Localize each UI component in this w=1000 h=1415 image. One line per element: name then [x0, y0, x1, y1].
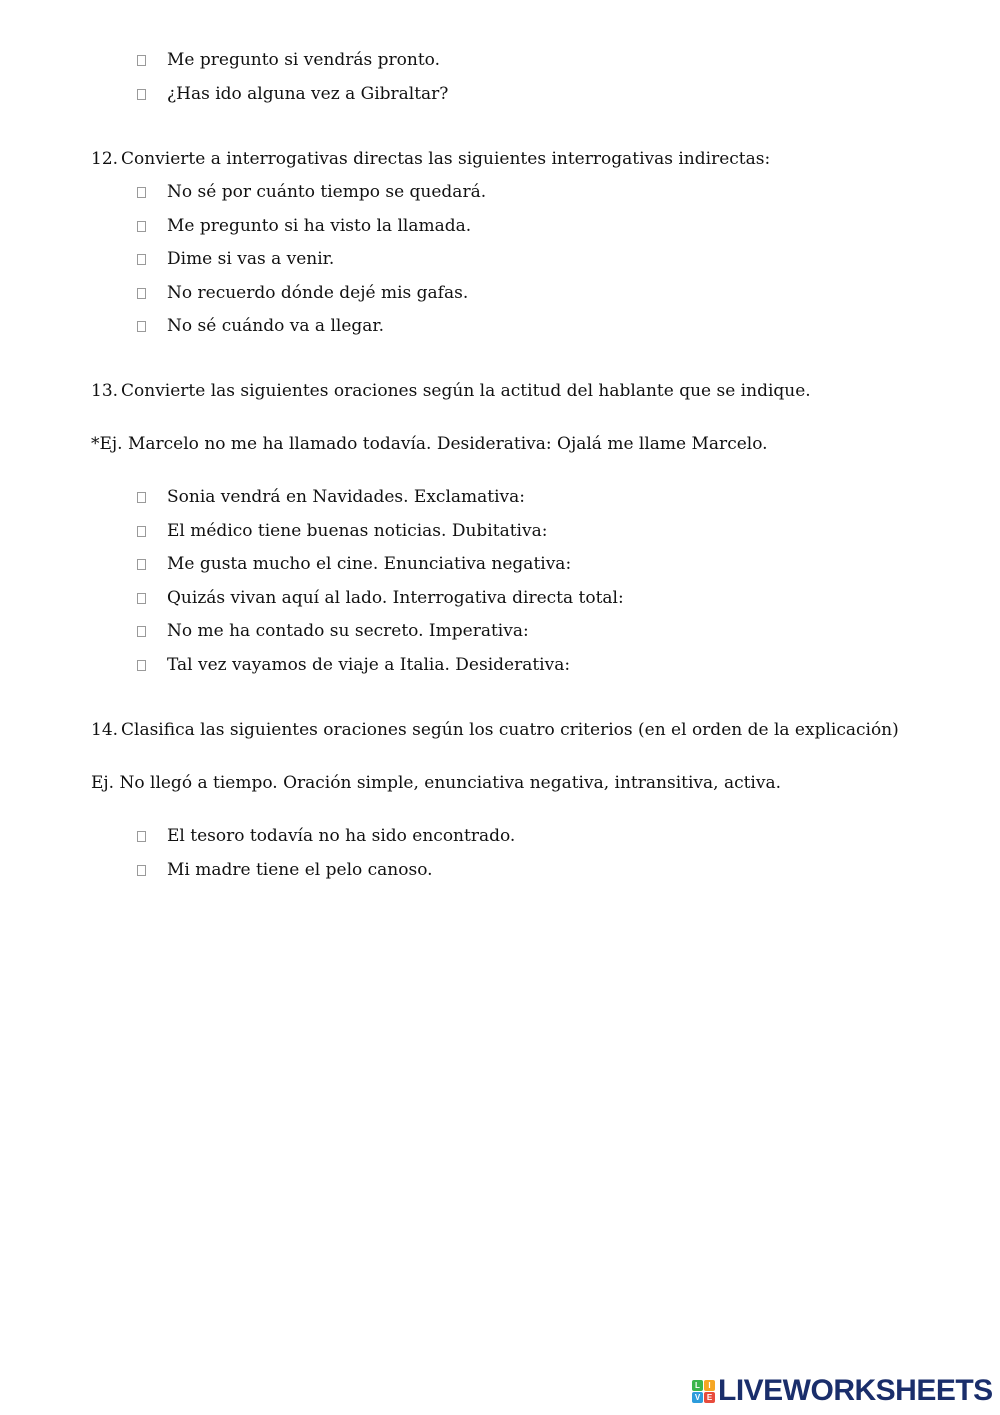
checkbox-icon — [137, 187, 146, 198]
item-text: Dime si vas a venir. — [167, 249, 335, 269]
checkbox-icon — [137, 526, 146, 537]
list-item — [137, 520, 547, 542]
question-number: 14. — [91, 720, 119, 740]
item-text: No me ha contado su secreto. Imperativa: — [167, 621, 529, 641]
list-item — [137, 587, 624, 609]
item-text: Mi madre tiene el pelo canoso. — [167, 860, 433, 880]
list-item — [137, 248, 334, 270]
list-item — [137, 825, 515, 847]
question-text: Clasifica las siguientes oraciones según los cuatro criterios (en el orden de la explicación) — [121, 720, 899, 740]
list-item — [137, 486, 525, 508]
checkbox-icon — [137, 626, 146, 637]
question-12-heading — [91, 148, 770, 170]
checkbox-icon — [137, 254, 146, 265]
question-text: Convierte a interrogativas directas las siguientes interrogativas indirectas: — [121, 149, 771, 169]
item-text: Me gusta mucho el cine. Enunciativa negativa: — [167, 554, 572, 574]
checkbox-icon — [137, 221, 146, 232]
question-text: Convierte las siguientes oraciones según la actitud del hablante que se indique. — [121, 381, 811, 401]
logo-tile-v: V — [692, 1392, 703, 1403]
item-text: ¿Has ido alguna vez a Gibraltar? — [167, 84, 449, 104]
list-item — [137, 83, 448, 105]
example-text: *Ej. Marcelo no me ha llamado todavía. Desiderativa: Ojalá me llame Marcelo. — [91, 434, 768, 454]
checkbox-icon — [137, 865, 146, 876]
item-text: El tesoro todavía no ha sido encontrado. — [167, 826, 516, 846]
item-text: Me pregunto si ha visto la llamada. — [167, 216, 472, 236]
checkbox-icon — [137, 492, 146, 503]
list-item — [137, 282, 468, 304]
logo-tile-l: L — [692, 1380, 703, 1391]
list-item — [137, 49, 440, 71]
logo-tile-e: E — [704, 1392, 715, 1403]
item-text: Quizás vivan aquí al lado. Interrogativa directa total: — [167, 588, 624, 608]
question-number: 12. — [91, 149, 119, 169]
list-item — [137, 215, 471, 237]
checkbox-icon — [137, 660, 146, 671]
example-text: Ej. No llegó a tiempo. Oración simple, enunciativa negativa, intransitiva, activa. — [91, 773, 782, 793]
item-text: No recuerdo dónde dejé mis gafas. — [167, 283, 469, 303]
checkbox-icon — [137, 593, 146, 604]
item-text: No sé por cuánto tiempo se quedará. — [167, 182, 487, 202]
list-item — [137, 181, 486, 203]
checkbox-icon — [137, 288, 146, 299]
liveworksheets-logo — [692, 1374, 993, 1408]
item-text: No sé cuándo va a llegar. — [167, 316, 385, 336]
list-item — [137, 315, 384, 337]
checkbox-icon — [137, 831, 146, 842]
list-item — [137, 859, 433, 881]
checkbox-icon — [137, 321, 146, 332]
list-item — [137, 654, 570, 676]
item-text: Sonia vendrá en Navidades. Exclamativa: — [167, 487, 526, 507]
question-number: 13. — [91, 381, 119, 401]
item-text: Tal vez vayamos de viaje a Italia. Desiderativa: — [167, 655, 571, 675]
list-item — [137, 553, 571, 575]
question-13-heading — [91, 380, 811, 402]
item-text: El médico tiene buenas noticias. Dubitativa: — [167, 521, 548, 541]
logo-tile-i: I — [704, 1380, 715, 1391]
question-14-heading — [91, 719, 899, 741]
logo-mark-icon — [692, 1380, 715, 1403]
checkbox-icon — [137, 55, 146, 66]
checkbox-icon — [137, 559, 146, 570]
checkbox-icon — [137, 89, 146, 100]
list-item — [137, 620, 529, 642]
item-text: Me pregunto si vendrás pronto. — [167, 50, 441, 70]
brand-name: LIVEWORKSHEETS — [718, 1374, 993, 1407]
